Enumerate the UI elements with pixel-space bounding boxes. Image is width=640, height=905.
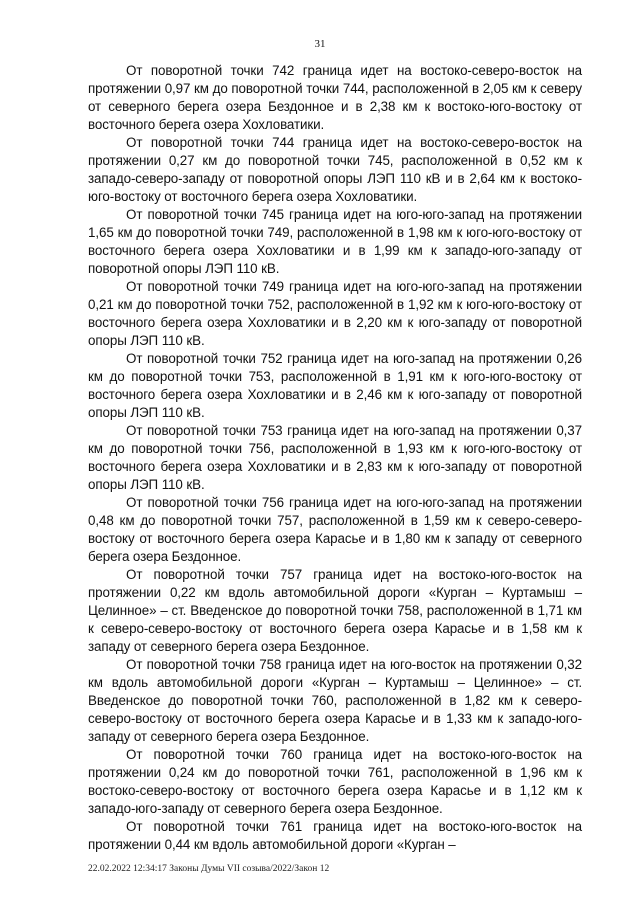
paragraph: От поворотной точки 753 граница идет на юго-запад на протяжении 0,37 км до поворотной точки 756, расположенной в 1,93 км к юго-юго-востоку от восточного берега озера Хохловатики и в 2,83 км к юго-западу от поворотной опоры ЛЭП 110 кВ. bbox=[88, 423, 582, 492]
paragraph: От поворотной точки 757 граница идет на востоко-юго-восток на протяжении 0,22 км вдоль автомобильной дороги «Курган – Куртамыш – Целинное» – ст. Введенское до поворотной точки 758, расположенной в 1,71 км к северо-северо-востоку от восточного берега озера Карасье и в 1,58 км к западу от северного берега озера Бездонное. bbox=[88, 567, 582, 654]
paragraph: От поворотной точки 745 граница идет на юго-юго-запад на протяжении 1,65 км до поворотной точки 749, расположенной в 1,98 км к юго-юго-востоку от восточного берега озера Хохловатики и в 1,99 км к западо-юго-западу от поворотной опоры ЛЭП 110 кВ. bbox=[88, 207, 582, 276]
paragraph: От поворотной точки 749 граница идет на юго-юго-запад на протяжении 0,21 км до поворотной точки 752, расположенной в 1,92 км к юго-юго-востоку от восточного берега озера Хохловатики и в 2,20 км к юго-западу от поворотной опоры ЛЭП 110 кВ. bbox=[88, 279, 582, 348]
paragraph: От поворотной точки 760 граница идет на востоко-юго-восток на протяжении 0,24 км до поворотной точки 761, расположенной в 1,96 км к востоко-северо-востоку от восточного берега озера Карасье и в 1,12 км к западо-юго-западу от северного берега озера Бездонное. bbox=[88, 747, 582, 816]
page-number: 31 bbox=[314, 38, 326, 50]
paragraph: От поворотной точки 752 граница идет на юго-запад на протяжении 0,26 км до поворотной точки 753, расположенной в 1,91 км к юго-юго-востоку от восточного берега озера Хохловатики и в 2,46 км к юго-западу от поворотной опоры ЛЭП 110 кВ. bbox=[88, 351, 582, 420]
paragraph: От поворотной точки 742 граница идет на востоко-северо-восток на протяжении 0,97 км до поворотной точки 744, расположенной в 2,05 км к северу от северного берега озера Бездонное и в 2,38 км к востоко-юго-востоку от восточного берега озера Хохловатики. bbox=[88, 63, 582, 132]
paragraph: От поворотной точки 761 граница идет на востоко-юго-восток на протяжении 0,44 км вдоль автомобильной дороги «Курган – bbox=[88, 819, 582, 852]
document-body bbox=[88, 62, 582, 854]
paragraph: От поворотной точки 756 граница идет на юго-юго-запад на протяжении 0,48 км до поворотной точки 757, расположенной в 1,59 км к северо-северо-востоку от восточного берега озера Карасье и в 1,80 км к западу от северного берега озера Бездонное. bbox=[88, 495, 582, 564]
document-footer: 22.02.2022 12:34:17 Законы Думы VII созыва/2022/Закон 12 bbox=[88, 864, 330, 874]
paragraph: От поворотной точки 758 граница идет на юго-восток на протяжении 0,32 км вдоль автомобильной дороги «Курган – Куртамыш – Целинное» – ст. Введенское до поворотной точки 760, расположенной в 1,82 км к северо-северо-востоку от восточного берега озера Карасье и в 1,33 км к западо-юго-западу от северного берега озера Бездонное. bbox=[88, 657, 582, 744]
paragraph: От поворотной точки 744 граница идет на востоко-северо-восток на протяжении 0,27 км до поворотной точки 745, расположенной в 0,52 км к западо-северо-западу от поворотной опоры ЛЭП 110 кВ и в 2,64 км к востоко-юго-востоку от восточного берега озера Хохловатики. bbox=[88, 135, 582, 204]
